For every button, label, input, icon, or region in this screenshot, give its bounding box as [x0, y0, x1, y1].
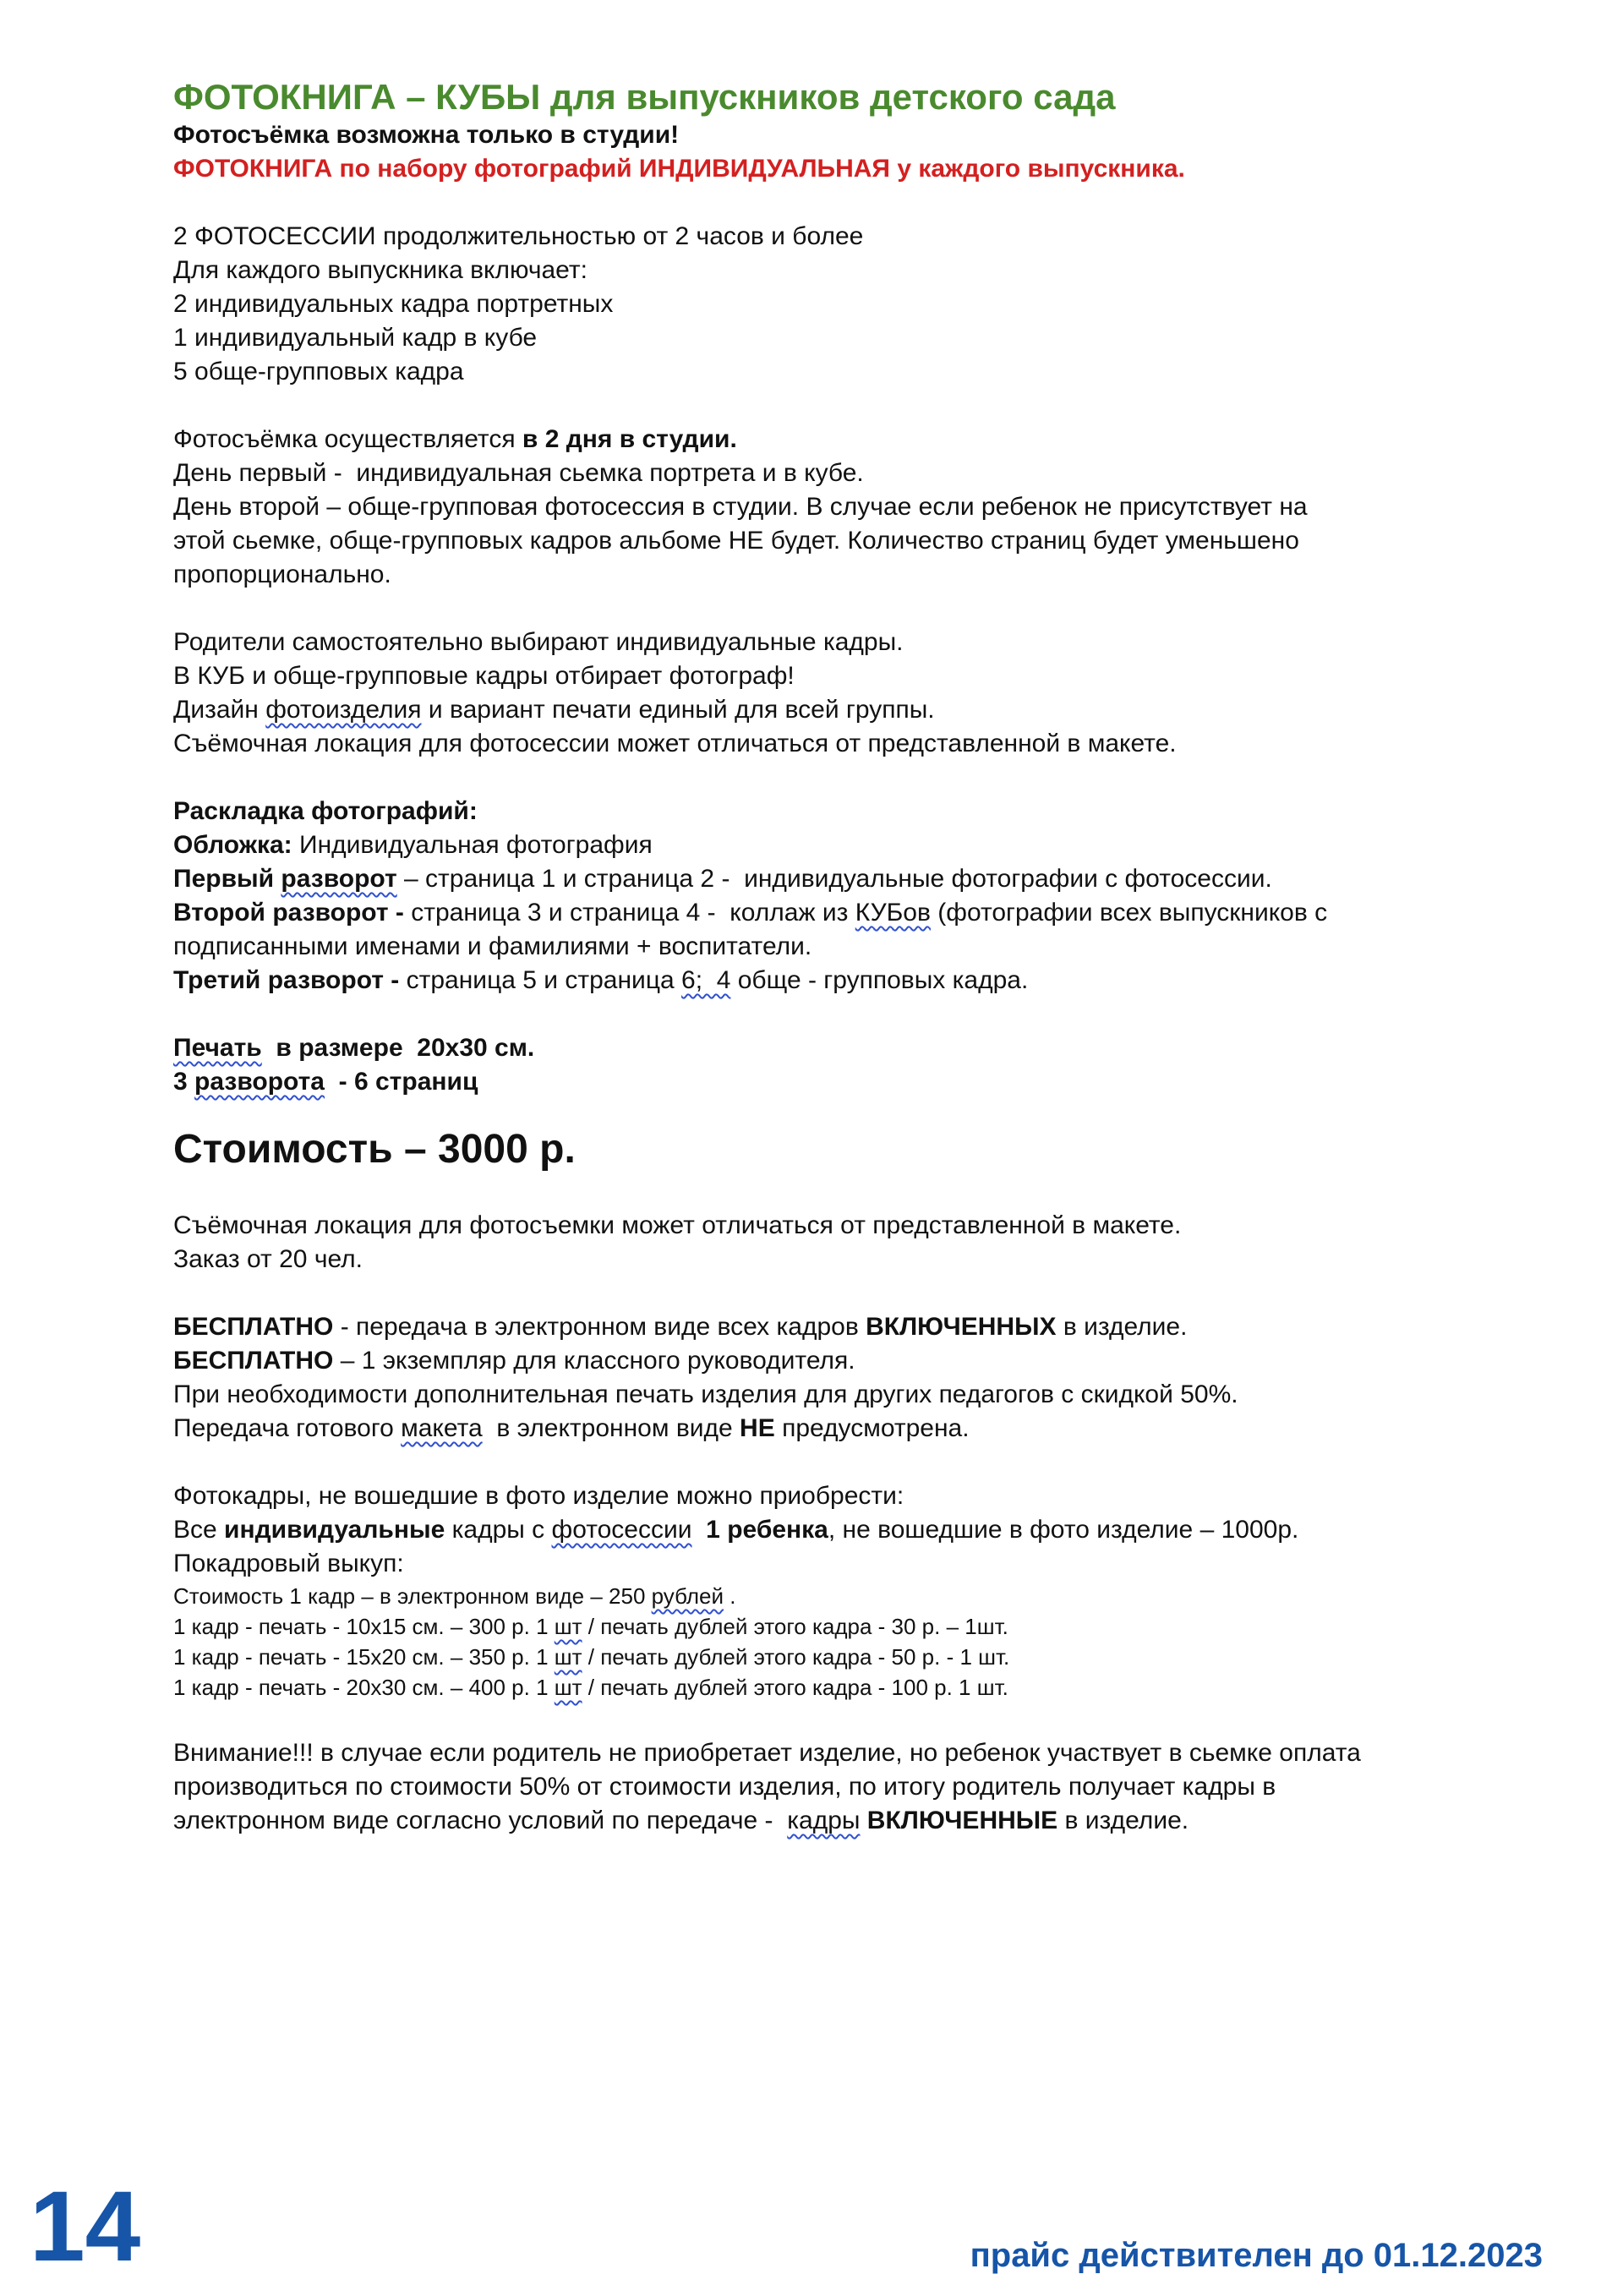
schedule-day2: этой сьемке, обще-групповых кадров альбоме НЕ будет. Количество страниц будет уменьшено — [173, 527, 1299, 555]
layout-spread3-label: Третий разворот - — [173, 966, 400, 994]
layout-transfer — [173, 1412, 1543, 1446]
studio-only-note: Фотосъёмка возможна только в студии! — [173, 121, 680, 149]
sessions-line: 2 индивидуальных кадра портретных — [173, 290, 614, 318]
extras-text: , не вошедшие в фото изделие – 1000р. — [828, 1516, 1299, 1544]
free-label: БЕСПЛАТНО — [173, 1313, 334, 1341]
print-price-text: 1 кадр - печать - 10х15 см. – 300 р. 1 — [173, 1614, 555, 1639]
layout-cover-text: Индивидуальная фотография — [292, 831, 653, 859]
extras-electronic — [173, 1581, 1543, 1611]
print-price-text: / печать дублей этого кадра - 30 р. – 1шт. — [582, 1614, 1008, 1639]
free-copy — [173, 1344, 1543, 1378]
free-transfer — [173, 1310, 1543, 1344]
selection-line: В КУБ и обще-групповые кадры отбирает фотограф! — [173, 662, 795, 690]
layout-spread3 — [173, 964, 1543, 998]
layout-spread2-text: страница 3 и страница 4 - коллаж из — [403, 899, 855, 927]
layout-spread3-text: страница 5 и страница — [399, 966, 682, 994]
print-size — [173, 1031, 1543, 1065]
free-text: - передача в электронном виде всех кадров — [333, 1313, 866, 1341]
extras-bold: индивидуальные — [224, 1516, 445, 1544]
layout-heading: Раскладка фотографий: — [173, 797, 478, 825]
spellcheck-word: 6; 4 — [681, 966, 731, 994]
warning-text: электронном виде согласно условий по передаче - — [173, 1807, 788, 1834]
free-text: в изделие. — [1056, 1313, 1188, 1341]
free-text: – 1 экземпляр для классного руководителя. — [333, 1347, 855, 1375]
layout-spread2-label: Второй разворот - — [173, 899, 404, 927]
print-size-text: в размере 20х30 см. — [261, 1034, 535, 1062]
extras-text: Стоимость 1 кадр – в электронном виде – 250 — [173, 1583, 652, 1609]
individual-book-note: ФОТОКНИГА по набору фотографий ИНДИВИДУАЛЬНАЯ у каждого выпускника. — [173, 155, 1185, 183]
schedule-day2: пропорционально. — [173, 560, 391, 588]
price-validity-footer: прайс действителен до 01.12.2023 — [970, 2237, 1543, 2274]
spellcheck-word: макета — [401, 1414, 483, 1442]
spellcheck-word: фотоизделия — [265, 696, 422, 724]
sessions-line: 2 ФОТОСЕССИИ продолжительностью от 2 часов и более — [173, 222, 864, 250]
print-price-text: 1 кадр - печать - 20х30 см. – 400 р. 1 — [173, 1675, 555, 1700]
document-body — [173, 76, 1543, 1838]
selection-line: Съёмочная локация для фотосессии может отличаться от представленной в макете. — [173, 730, 1177, 757]
sessions-line: 5 обще-групповых кадра — [173, 358, 464, 385]
extras-text: Все — [173, 1516, 225, 1544]
layout-cover — [173, 828, 1543, 862]
warning-line: Внимание!!! в случае если родитель не приобретает изделие, но ребенок участвует в сьемке оплата — [173, 1739, 1361, 1767]
layout-cover-label: Обложка: — [173, 831, 292, 859]
warning-text: в изделие. — [1057, 1807, 1189, 1834]
spellcheck-word: рублей — [651, 1583, 724, 1609]
print-price-text: / печать дублей этого кадра - 50 р. - 1 шт. — [582, 1644, 1010, 1670]
schedule-day2: День второй – обще-групповая фотосессия в студии. В случае если ребенок не присутствует на — [173, 493, 1308, 521]
spellcheck-word: Печать — [173, 1034, 262, 1062]
extras-text: . — [723, 1583, 736, 1609]
spellcheck-word: разворота — [194, 1068, 325, 1096]
layout-spread2: подписанными именами и фамилиями + воспитатели. — [173, 932, 812, 960]
warning-bold: ВКЛЮЧЕННЫЕ — [860, 1807, 1058, 1834]
document-title: ФОТОКНИГА – КУБЫ для выпускников детского сада — [173, 77, 1116, 117]
spellcheck-word: шт — [554, 1675, 582, 1700]
schedule-day1: День первый - индивидуальная сьемка портрета и в кубе. — [173, 459, 864, 487]
warning-line: производиться по стоимости 50% от стоимости изделия, по итогу родитель получает кадры в — [173, 1773, 1276, 1801]
sessions-line: Для каждого выпускника включает: — [173, 256, 587, 284]
print-price-text: 1 кадр - печать - 15х20 см. – 350 р. 1 — [173, 1644, 555, 1670]
sessions-line: 1 индивидуальный кадр в кубе — [173, 324, 538, 352]
extras-intro: Фотокадры, не вошедшие в фото изделие можно приобрести: — [173, 1482, 904, 1510]
print-price-row — [173, 1611, 1543, 1642]
spellcheck-word: кадры — [787, 1807, 861, 1834]
spellcheck-word: разворот — [281, 865, 397, 893]
layout-spread1 — [173, 862, 1543, 896]
layout-spread3-text: обще - групповых кадра. — [730, 966, 1029, 994]
price-heading: Стоимость – 3000 р. — [173, 1127, 576, 1172]
print-price-list — [173, 1611, 1543, 1703]
layout-spread1-label: Первый — [173, 865, 281, 893]
conditions-location: Съёмочная локация для фотосъемки может отличаться от представленной в макете. — [173, 1211, 1182, 1239]
spellcheck-word: шт — [554, 1614, 582, 1639]
layout-transfer-text: в электронном виде — [482, 1414, 740, 1442]
free-text-bold: ВКЛЮЧЕННЫХ — [866, 1313, 1057, 1341]
extras-text: кадры с — [445, 1516, 552, 1544]
layout-spread1-text: – страница 1 и страница 2 - индивидуальные фотографии с фотосессии. — [396, 865, 1272, 893]
print-price-row — [173, 1672, 1543, 1703]
layout-transfer-bold: НЕ — [740, 1414, 775, 1442]
extras-per-frame: Покадровый выкуп: — [173, 1550, 404, 1577]
layout-transfer-text: предусмотрена. — [774, 1414, 970, 1442]
schedule-intro-text: Фотосъёмка осуществляется — [173, 425, 522, 453]
conditions-order: Заказ от 20 чел. — [173, 1245, 363, 1273]
print-price-row — [173, 1642, 1543, 1672]
extras-bold: 1 ребенка — [691, 1516, 828, 1544]
selection-text: Дизайн — [173, 696, 266, 724]
schedule-intro-bold: в 2 дня в студии. — [522, 425, 737, 453]
layout-transfer-text: Передача готового — [173, 1414, 402, 1442]
extra-print: При необходимости дополнительная печать изделия для других педагогов с скидкой 50%. — [173, 1380, 1238, 1408]
print-pages-text: 3 — [173, 1068, 195, 1096]
layout-spread2 — [173, 896, 1543, 930]
selection-line — [173, 693, 1543, 727]
selection-line: Родители самостоятельно выбирают индивидуальные кадры. — [173, 628, 904, 656]
print-pages — [173, 1065, 1543, 1099]
selection-text: и вариант печати единый для всей группы. — [421, 696, 935, 724]
spellcheck-word: КУБов — [855, 899, 931, 927]
page-number: 14 — [30, 2171, 141, 2282]
spellcheck-word: фотосессии — [551, 1516, 692, 1544]
warning-line — [173, 1804, 1543, 1838]
print-price-text: / печать дублей этого кадра - 100 р. 1 шт. — [582, 1675, 1008, 1700]
schedule-intro — [173, 423, 1543, 456]
layout-spread2-text: (фотографии всех выпускников с — [930, 899, 1328, 927]
spellcheck-word: шт — [554, 1644, 582, 1670]
free-label: БЕСПЛАТНО — [173, 1347, 334, 1375]
print-pages-text: - 6 страниц — [324, 1068, 478, 1096]
extras-all — [173, 1513, 1543, 1547]
